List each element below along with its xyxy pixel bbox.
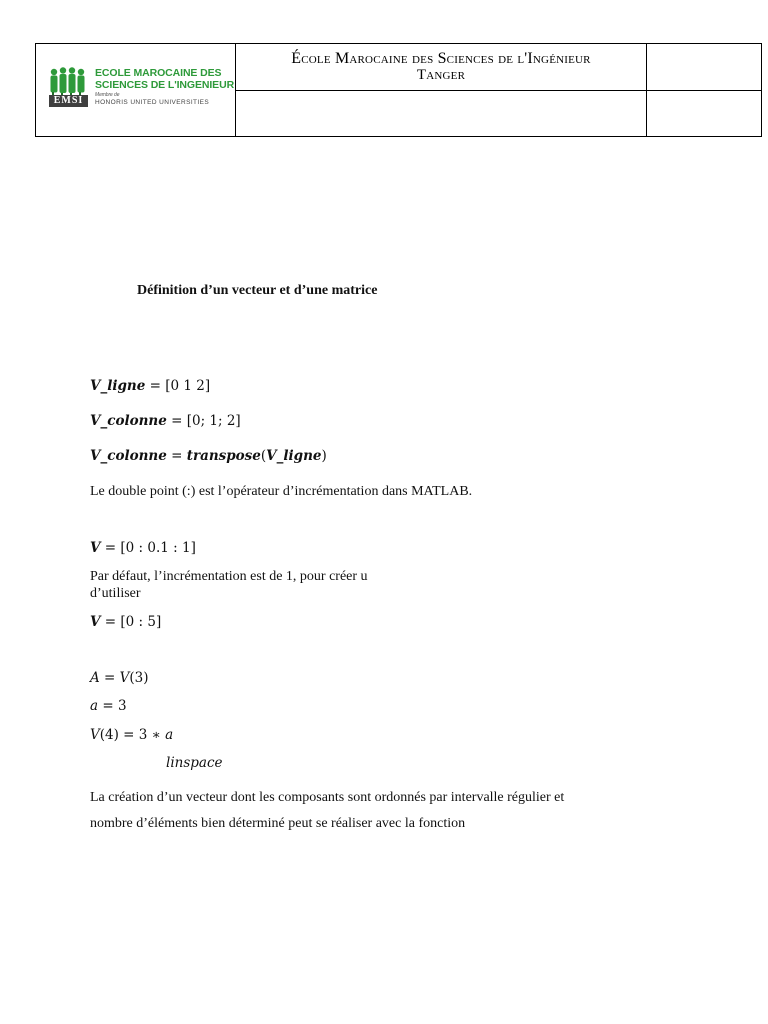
eq-equals: = xyxy=(102,698,118,714)
eq-equals: = xyxy=(104,540,121,556)
equation-v4 xyxy=(90,727,173,743)
eq-lhs: V xyxy=(90,540,101,556)
header-table xyxy=(35,43,762,137)
header-empty-cell-bottom-middle xyxy=(236,91,647,137)
linspace-label xyxy=(166,755,223,771)
eq-rhs: [0 : 0.1 : 1] xyxy=(120,540,196,556)
eq-lhs: V_colonne xyxy=(90,448,167,464)
eq-rhs-num: 3 ∗ xyxy=(138,727,166,743)
equation-a-v3 xyxy=(90,670,149,686)
paragraph-creation-line-1: La création d’un vecteur dont les composants sont ordonnés par intervalle régulier et xyxy=(90,790,565,805)
logo-line-1: ECOLE MAROCAINE DES xyxy=(95,67,222,79)
eq-equals: = xyxy=(171,448,187,464)
eq-arg: V_ligne xyxy=(266,448,322,464)
eq-rhs: [0 1 2] xyxy=(165,378,211,394)
eq-lhs: A xyxy=(90,670,100,686)
eq-lhs: a xyxy=(90,698,99,714)
equation-v-range xyxy=(90,540,196,556)
header-empty-cell-top-right xyxy=(647,44,762,91)
eq-equals: = xyxy=(123,727,139,743)
logo-cell xyxy=(36,44,236,137)
equation-a-3 xyxy=(90,698,127,714)
eq-rhs-arg: (3) xyxy=(129,670,149,686)
equation-v-colonne xyxy=(90,413,241,429)
eq-paren-open: ( xyxy=(260,448,267,464)
school-logo xyxy=(48,66,235,108)
eq-equals: = xyxy=(149,378,166,394)
eq-equals: = xyxy=(104,614,121,630)
eq-rhs-var: a xyxy=(165,727,174,743)
school-title: École Marocaine des Sciences de l'Ingénieur xyxy=(291,50,591,67)
section-heading: Définition d’un vecteur et d’une matrice xyxy=(137,283,378,298)
paragraph-double-point: Le double point (:) est l’opérateur d’incrémentation dans MATLAB. xyxy=(90,484,473,499)
eq-lhs: V_ligne xyxy=(90,378,146,394)
logo-line-2: SCIENCES DE L'INGENIEUR xyxy=(95,79,235,91)
paragraph-creation-line-2: nombre d’éléments bien déterminé peut se réaliser avec la fonction xyxy=(90,816,466,831)
logo-member: Membre de xyxy=(95,92,120,98)
paragraph-defaut-line-1: Par défaut, l’incrémentation est de 1, pour créer u xyxy=(90,569,368,584)
eq-rhs: [0; 1; 2] xyxy=(186,413,241,429)
header-empty-cell-bottom-right xyxy=(647,91,762,137)
emsi-badge: EMSI xyxy=(49,95,88,107)
eq-lhs-arg: (4) xyxy=(99,727,119,743)
eq-paren-close: ) xyxy=(321,448,327,464)
school-city: Tanger xyxy=(416,67,466,83)
logo-honoris: HONORIS UNITED UNIVERSITIES xyxy=(95,99,210,106)
eq-func: transpose xyxy=(186,448,261,464)
logo-wordmark xyxy=(95,67,235,107)
equation-v-ligne xyxy=(90,378,210,394)
eq-rhs: [0 : 5] xyxy=(120,614,162,630)
eq-lhs: V_colonne xyxy=(90,413,167,429)
eq-lhs-var: V xyxy=(90,727,100,743)
equation-v-colonne-transpose xyxy=(90,448,327,464)
eq-rhs-var: V xyxy=(119,670,130,686)
school-title-cell xyxy=(236,44,647,91)
eq-equals: = xyxy=(104,670,120,686)
equation-v-0-5 xyxy=(90,614,161,630)
graduates-icon xyxy=(48,66,88,96)
linspace-text: linspace xyxy=(166,755,223,771)
paragraph-defaut-line-2: d’utiliser xyxy=(90,586,141,601)
eq-lhs: V xyxy=(90,614,101,630)
eq-equals: = xyxy=(171,413,187,429)
eq-rhs: 3 xyxy=(117,698,127,714)
